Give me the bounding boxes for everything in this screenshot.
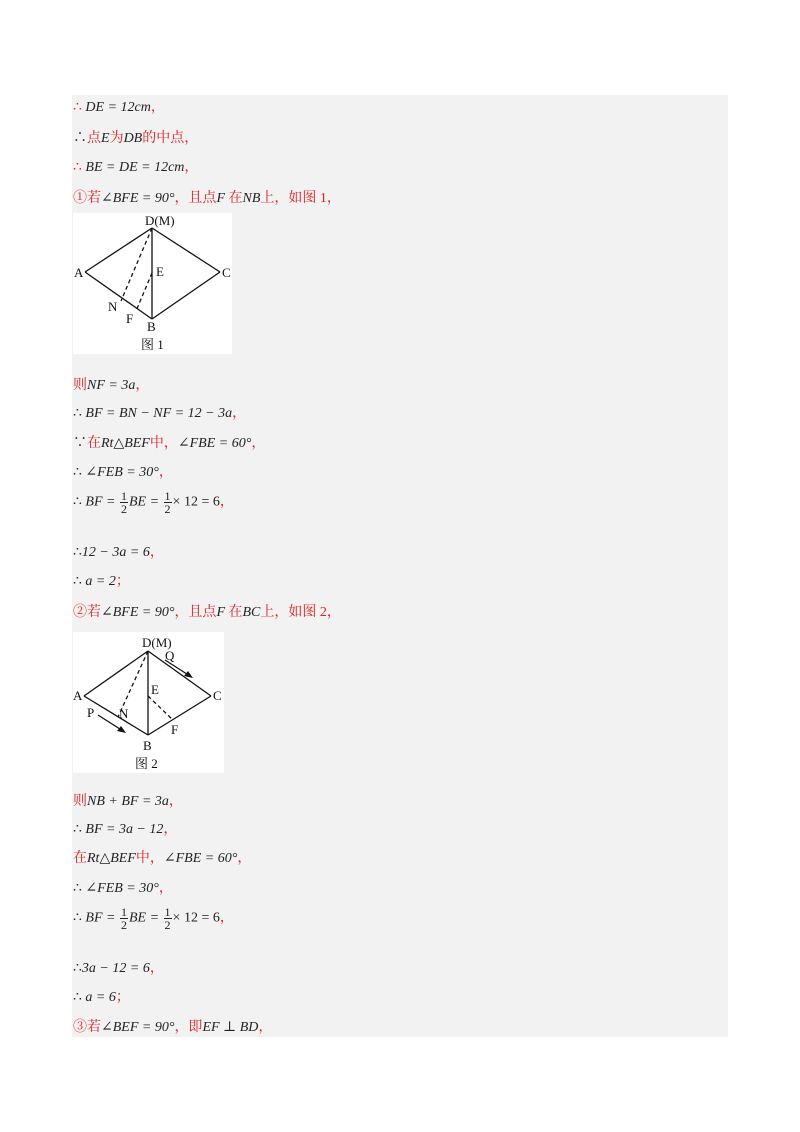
rhombus-diagram-2 [73,632,224,773]
fig1-caption: 图 1 [141,337,164,352]
fig1-label-n: N [108,299,118,314]
fraction-half: $\frac{1}{2}$ [164,905,171,932]
line-feb-2: ∴ ∠FEB = 30°， [73,881,173,896]
fig1-label-a: A [74,265,84,280]
line-nb-bf: 则NB + BF = 3a， [73,794,183,809]
line-nf: 则NF = 3a， [73,378,150,393]
rhombus-diagram-1 [73,213,232,354]
line-bf-half-2: ∴ BF = $\frac{1}{2}$ BE = $\frac{1}{2}$ × 12 = 6， [73,905,234,932]
fraction-half: $\frac{1}{2}$ [120,489,127,516]
fig1-label-f: F [126,311,134,326]
line-bf-1: ∴ BF = BN − NF = 12 − 3a， [73,406,247,421]
fraction-half: $\frac{1}{2}$ [120,905,127,932]
fig1-label-e: E [156,264,164,279]
line-eq-1: ∴12 − 3a = 6， [73,545,164,560]
fig1-label-c: C [222,265,231,280]
figure-1 [73,213,232,354]
fig2-label-q: Q [165,648,175,663]
line-a-6: ∴ a = 6； [73,990,130,1005]
line-bf-2: ∴ BF = 3a − 12， [73,822,178,837]
line-be-de: ∴ BE = DE = 12cm， [73,160,199,175]
case2-heading: ②若∠BFE = 90°，且点F 在BC上，如图 2， [73,605,341,620]
fig2-label-n: N [119,706,129,721]
fig1-label-d: D(M) [145,213,175,228]
fig2-label-d: D(M) [142,635,172,650]
case1-heading: ①若∠BFE = 90°，且点F 在NB上，如图 1， [73,191,341,206]
line-rt-bef-2: 在Rt△BEF中，∠FBE = 60°， [73,851,252,866]
fig2-label-c: C [213,688,222,703]
fraction-half: $\frac{1}{2}$ [164,489,171,516]
line-a-2: ∴ a = 2； [73,574,130,589]
fig2-label-f: F [171,722,179,737]
fig2-label-b: B [143,738,152,753]
line-bf-half-1: ∴ BF = $\frac{1}{2}$ BE = $\frac{1}{2}$ × 12 = 6， [73,489,234,516]
fig2-label-e: E [151,682,159,697]
case3-heading: ③若∠BEF = 90°，即EF ⊥ BD， [73,1020,273,1035]
fig2-label-p: P [87,705,95,720]
line-de-12: ∴ DE = 12cm， [73,100,165,115]
line-e-midpoint: ∴点E为DB的中点， [73,131,199,146]
line-feb-1: ∴ ∠FEB = 30°， [73,465,173,480]
fig2-caption: 图 2 [135,756,158,771]
figure-2 [73,632,224,773]
line-rt-bef-1: ∵在Rt△BEF中，∠FBE = 60°， [73,436,266,451]
fig1-label-b: B [147,319,156,334]
line-eq-2: ∴3a − 12 = 6， [73,961,164,976]
fig2-label-a: A [73,688,83,703]
